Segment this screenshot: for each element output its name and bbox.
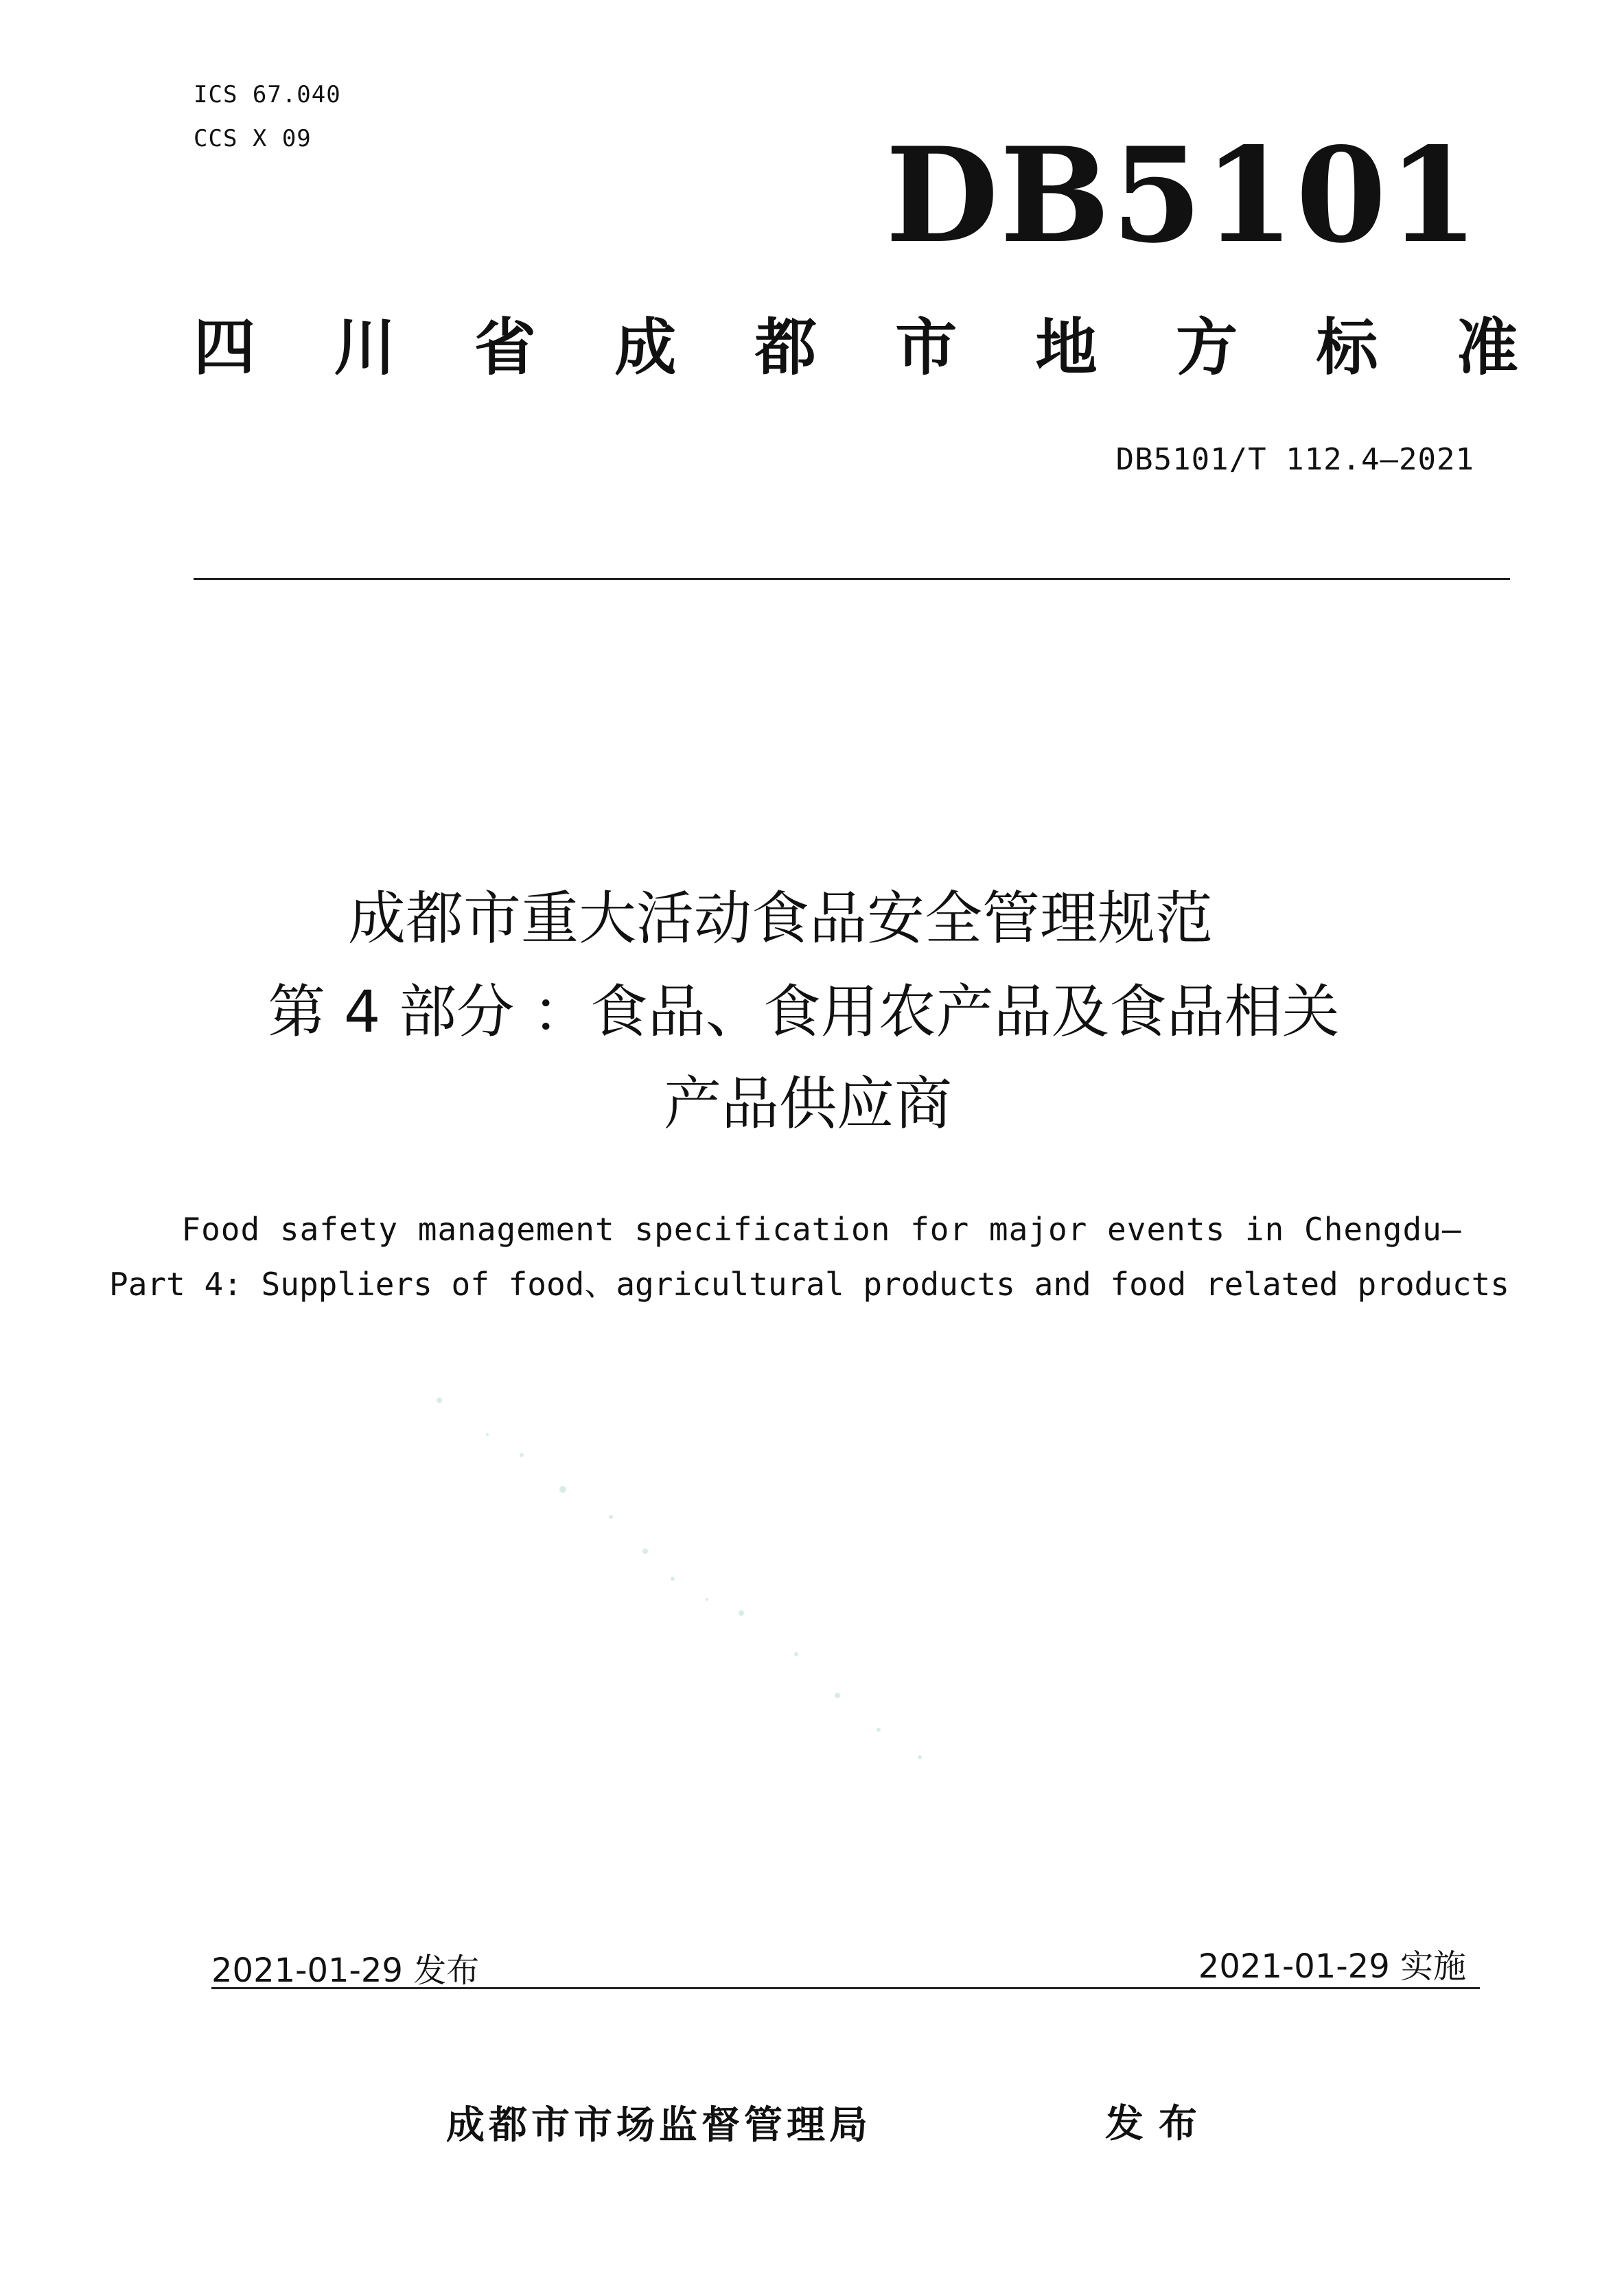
issue-label: 发布 [1105, 2102, 1212, 2146]
db-logo: DB5101 [885, 119, 1481, 272]
chinese-title-line-2: 第 4 部分 ：食品、食用农产品及食品相关 [268, 978, 1340, 1045]
english-title-line-2: Part 4: Suppliers of food、agricultural products and food related products [109, 1266, 1509, 1303]
ccs-code: CCS X 09 [194, 125, 312, 152]
issuing-authority: 成都市市场监督管理局 [446, 2103, 872, 2148]
standard-type-char: 都 [754, 312, 817, 384]
watermark-dots [384, 1373, 1139, 1840]
standard-type-char: 成 [614, 312, 677, 384]
standard-type-char: 四 [194, 312, 255, 384]
chinese-title-line-3: 产品供应商 [663, 1070, 952, 1137]
standard-type-char: 市 [895, 312, 958, 384]
standard-code: DB5101/T 112.4—2021 [1115, 442, 1474, 477]
standard-type-char: 方 [1176, 312, 1238, 384]
standard-type-char: 标 [1316, 312, 1378, 384]
standard-type-char: 川 [334, 312, 396, 384]
standard-type-heading [194, 312, 1518, 384]
date-divider [211, 1987, 1480, 1989]
header-divider [194, 578, 1510, 580]
ics-code: ICS 67.040 [194, 81, 341, 108]
effective-date: 2021-01-29 实施 [1198, 1947, 1466, 1986]
standard-type-char: 地 [1035, 312, 1098, 384]
chinese-title-line-1: 成都市重大活动食品安全管理规范 [347, 885, 1213, 952]
standard-type-char: 准 [1456, 312, 1518, 384]
english-title-line-1: Food safety management specification for major events in Chengdu— [181, 1211, 1462, 1248]
standard-type-char: 省 [474, 312, 536, 384]
publish-date: 2021-01-29 发布 [211, 1951, 480, 1990]
